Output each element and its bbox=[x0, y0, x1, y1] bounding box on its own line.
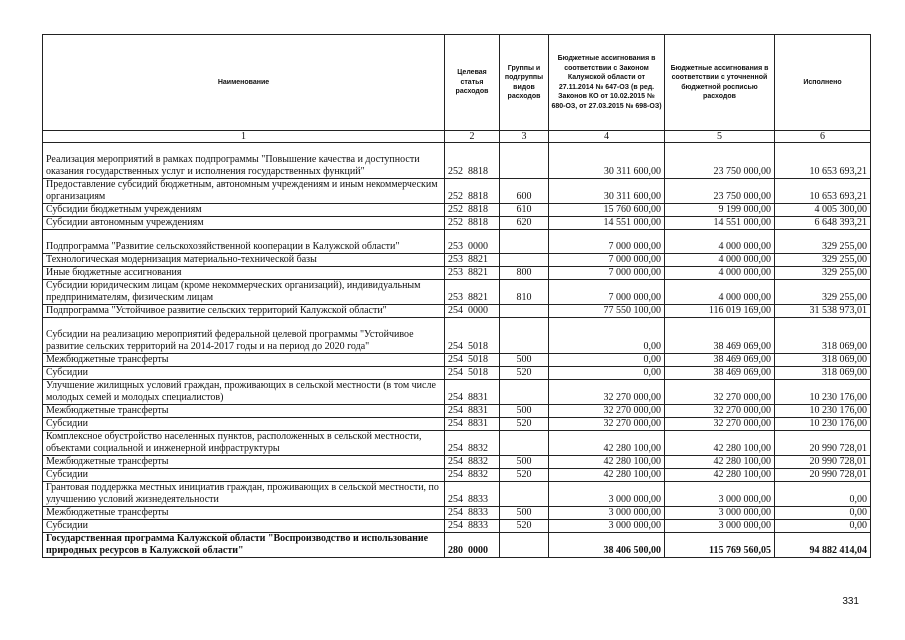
column-number: 5 bbox=[665, 131, 775, 143]
row-target-code: 252 8818 bbox=[445, 179, 500, 204]
row-expense-group: 810 bbox=[500, 280, 549, 305]
row-refined-allocation: 42 280 100,00 bbox=[665, 469, 775, 482]
header-group: Группы и подгруппы видов расходов bbox=[500, 35, 549, 131]
row-executed-amount: 0,00 bbox=[775, 482, 871, 507]
row-target-code: 254 8831 bbox=[445, 380, 500, 405]
row-target-code: 254 8831 bbox=[445, 405, 500, 418]
row-refined-allocation: 42 280 100,00 bbox=[665, 456, 775, 469]
table-row bbox=[43, 318, 871, 354]
row-target-code: 252 8818 bbox=[445, 143, 500, 179]
row-target-code: 252 8818 bbox=[445, 204, 500, 217]
table-row bbox=[43, 204, 871, 217]
row-name: Субсидии bbox=[43, 520, 445, 533]
row-law-allocation: 42 280 100,00 bbox=[549, 456, 665, 469]
row-executed-amount: 4 005 300,00 bbox=[775, 204, 871, 217]
row-expense-group bbox=[500, 431, 549, 456]
row-executed-amount: 10 653 693,21 bbox=[775, 143, 871, 179]
column-number: 4 bbox=[549, 131, 665, 143]
row-name: Подпрограмма "Развитие сельскохозяйственной кооперации в Калужской области" bbox=[43, 230, 445, 254]
row-expense-group bbox=[500, 533, 549, 558]
column-number: 1 bbox=[43, 131, 445, 143]
row-target-code: 254 8831 bbox=[445, 418, 500, 431]
row-refined-allocation: 14 551 000,00 bbox=[665, 217, 775, 230]
row-refined-allocation: 4 000 000,00 bbox=[665, 267, 775, 280]
row-target-code: 253 8821 bbox=[445, 267, 500, 280]
row-target-code: 254 8832 bbox=[445, 469, 500, 482]
row-expense-group: 520 bbox=[500, 469, 549, 482]
row-name: Предоставление субсидий бюджетным, автономным учреждениям и иным некоммерческим организациям bbox=[43, 179, 445, 204]
row-target-code: 254 5018 bbox=[445, 318, 500, 354]
row-executed-amount: 10 230 176,00 bbox=[775, 380, 871, 405]
row-target-code: 254 5018 bbox=[445, 367, 500, 380]
row-law-allocation: 7 000 000,00 bbox=[549, 254, 665, 267]
row-expense-group: 520 bbox=[500, 418, 549, 431]
row-law-allocation: 32 270 000,00 bbox=[549, 380, 665, 405]
row-expense-group bbox=[500, 254, 549, 267]
row-refined-allocation: 38 469 069,00 bbox=[665, 367, 775, 380]
row-executed-amount: 0,00 bbox=[775, 507, 871, 520]
header-row bbox=[43, 35, 871, 131]
row-refined-allocation: 3 000 000,00 bbox=[665, 507, 775, 520]
table-row bbox=[43, 418, 871, 431]
row-name: Субсидии бюджетным учреждениям bbox=[43, 204, 445, 217]
row-law-allocation: 42 280 100,00 bbox=[549, 431, 665, 456]
row-refined-allocation: 3 000 000,00 bbox=[665, 520, 775, 533]
row-law-allocation: 0,00 bbox=[549, 367, 665, 380]
table-row bbox=[43, 520, 871, 533]
row-expense-group: 500 bbox=[500, 507, 549, 520]
row-name: Реализация мероприятий в рамках подпрограммы "Повышение качества и доступности оказания государственных услуг и исполнения государственных функций" bbox=[43, 143, 445, 179]
row-law-allocation: 15 760 600,00 bbox=[549, 204, 665, 217]
table-row bbox=[43, 482, 871, 507]
budget-table bbox=[42, 34, 871, 558]
row-name: Субсидии на реализацию мероприятий федеральной целевой программы "Устойчивое развитие сельских территорий на 2014-2017 годы и на период до 2020 года" bbox=[43, 318, 445, 354]
row-executed-amount: 318 069,00 bbox=[775, 354, 871, 367]
table-row bbox=[43, 254, 871, 267]
table-row bbox=[43, 230, 871, 254]
table-row bbox=[43, 405, 871, 418]
row-expense-group bbox=[500, 305, 549, 318]
row-refined-allocation: 23 750 000,00 bbox=[665, 143, 775, 179]
header-law-allocations: Бюджетные ассигнования в соответствии с Законом Калужской области от 27.11.2014 № 647-ОЗ (в ред. Законов КО от 10.02.2015 № 680-ОЗ, от 27.03.2015 № 698-ОЗ) bbox=[549, 35, 665, 131]
row-law-allocation: 0,00 bbox=[549, 354, 665, 367]
row-target-code: 252 8818 bbox=[445, 217, 500, 230]
table-row bbox=[43, 305, 871, 318]
row-expense-group: 610 bbox=[500, 204, 549, 217]
row-law-allocation: 7 000 000,00 bbox=[549, 230, 665, 254]
column-number: 6 bbox=[775, 131, 871, 143]
table-row bbox=[43, 179, 871, 204]
table-row bbox=[43, 217, 871, 230]
row-name: Межбюджетные трансферты bbox=[43, 354, 445, 367]
table-row bbox=[43, 280, 871, 305]
row-name: Иные бюджетные ассигнования bbox=[43, 267, 445, 280]
row-law-allocation: 3 000 000,00 bbox=[549, 520, 665, 533]
row-name: Подпрограмма "Устойчивое развитие сельских территорий Калужской области" bbox=[43, 305, 445, 318]
row-expense-group: 520 bbox=[500, 367, 549, 380]
row-law-allocation: 32 270 000,00 bbox=[549, 405, 665, 418]
row-expense-group: 600 bbox=[500, 179, 549, 204]
table-body bbox=[43, 143, 871, 558]
row-refined-allocation: 116 019 169,00 bbox=[665, 305, 775, 318]
row-executed-amount: 329 255,00 bbox=[775, 267, 871, 280]
row-law-allocation: 7 000 000,00 bbox=[549, 280, 665, 305]
row-refined-allocation: 38 469 069,00 bbox=[665, 354, 775, 367]
row-name: Государственная программа Калужской области "Воспроизводство и использование природных ресурсов в Калужской области" bbox=[43, 533, 445, 558]
row-law-allocation: 38 406 500,00 bbox=[549, 533, 665, 558]
row-executed-amount: 329 255,00 bbox=[775, 254, 871, 267]
header-executed: Исполнено bbox=[775, 35, 871, 131]
row-refined-allocation: 32 270 000,00 bbox=[665, 405, 775, 418]
row-expense-group bbox=[500, 380, 549, 405]
row-refined-allocation: 38 469 069,00 bbox=[665, 318, 775, 354]
table-row bbox=[43, 431, 871, 456]
table-row bbox=[43, 469, 871, 482]
row-name: Межбюджетные трансферты bbox=[43, 405, 445, 418]
row-law-allocation: 14 551 000,00 bbox=[549, 217, 665, 230]
row-name: Технологическая модернизация материально-технической базы bbox=[43, 254, 445, 267]
row-expense-group: 500 bbox=[500, 405, 549, 418]
row-name: Субсидии bbox=[43, 469, 445, 482]
header-refined-allocations: Бюджетные ассигнования в соответствии с уточненной бюджетной росписью расходов bbox=[665, 35, 775, 131]
row-expense-group bbox=[500, 143, 549, 179]
row-name: Субсидии автономным учреждениям bbox=[43, 217, 445, 230]
row-expense-group: 520 bbox=[500, 520, 549, 533]
row-law-allocation: 77 550 100,00 bbox=[549, 305, 665, 318]
row-refined-allocation: 3 000 000,00 bbox=[665, 482, 775, 507]
column-number: 3 bbox=[500, 131, 549, 143]
row-executed-amount: 10 653 693,21 bbox=[775, 179, 871, 204]
row-law-allocation: 42 280 100,00 bbox=[549, 469, 665, 482]
row-target-code: 253 0000 bbox=[445, 230, 500, 254]
row-refined-allocation: 23 750 000,00 bbox=[665, 179, 775, 204]
row-refined-allocation: 9 199 000,00 bbox=[665, 204, 775, 217]
row-law-allocation: 30 311 600,00 bbox=[549, 143, 665, 179]
row-target-code: 254 8833 bbox=[445, 507, 500, 520]
row-law-allocation: 3 000 000,00 bbox=[549, 507, 665, 520]
column-number-row bbox=[43, 131, 871, 143]
row-name: Межбюджетные трансферты bbox=[43, 456, 445, 469]
row-law-allocation: 0,00 bbox=[549, 318, 665, 354]
row-law-allocation: 30 311 600,00 bbox=[549, 179, 665, 204]
row-executed-amount: 329 255,00 bbox=[775, 230, 871, 254]
page-number: 331 bbox=[842, 596, 859, 607]
row-name: Комплексное обустройство населенных пунктов, расположенных в сельской местности, объектами социальной и инженерной инфраструктуры bbox=[43, 431, 445, 456]
row-refined-allocation: 4 000 000,00 bbox=[665, 280, 775, 305]
row-refined-allocation: 32 270 000,00 bbox=[665, 380, 775, 405]
row-executed-amount: 318 069,00 bbox=[775, 318, 871, 354]
header-code: Целевая статья расходов bbox=[445, 35, 500, 131]
row-target-code: 253 8821 bbox=[445, 254, 500, 267]
row-executed-amount: 329 255,00 bbox=[775, 280, 871, 305]
table-row bbox=[43, 143, 871, 179]
row-target-code: 254 5018 bbox=[445, 354, 500, 367]
table-row bbox=[43, 533, 871, 558]
row-name: Межбюджетные трансферты bbox=[43, 507, 445, 520]
row-target-code: 254 8832 bbox=[445, 456, 500, 469]
row-executed-amount: 0,00 bbox=[775, 520, 871, 533]
header-name: Наименование bbox=[43, 35, 445, 131]
row-refined-allocation: 42 280 100,00 bbox=[665, 431, 775, 456]
row-expense-group bbox=[500, 318, 549, 354]
row-law-allocation: 32 270 000,00 bbox=[549, 418, 665, 431]
row-expense-group: 620 bbox=[500, 217, 549, 230]
row-target-code: 254 0000 bbox=[445, 305, 500, 318]
row-refined-allocation: 4 000 000,00 bbox=[665, 254, 775, 267]
row-expense-group bbox=[500, 482, 549, 507]
table-row bbox=[43, 507, 871, 520]
row-executed-amount: 20 990 728,01 bbox=[775, 431, 871, 456]
row-name: Субсидии юридическим лицам (кроме некоммерческих организаций), индивидуальным предпринимателям, физическим лицам bbox=[43, 280, 445, 305]
table-row bbox=[43, 267, 871, 280]
row-refined-allocation: 115 769 560,05 bbox=[665, 533, 775, 558]
row-executed-amount: 20 990 728,01 bbox=[775, 469, 871, 482]
row-target-code: 253 8821 bbox=[445, 280, 500, 305]
row-expense-group: 500 bbox=[500, 354, 549, 367]
row-name: Субсидии bbox=[43, 367, 445, 380]
row-executed-amount: 20 990 728,01 bbox=[775, 456, 871, 469]
row-name: Грантовая поддержка местных инициатив граждан, проживающих в сельской местности, по улучшению условий жизнедеятельности bbox=[43, 482, 445, 507]
row-executed-amount: 94 882 414,04 bbox=[775, 533, 871, 558]
row-executed-amount: 318 069,00 bbox=[775, 367, 871, 380]
table-row bbox=[43, 367, 871, 380]
row-target-code: 254 8833 bbox=[445, 520, 500, 533]
row-executed-amount: 10 230 176,00 bbox=[775, 405, 871, 418]
row-law-allocation: 3 000 000,00 bbox=[549, 482, 665, 507]
row-expense-group: 500 bbox=[500, 456, 549, 469]
row-executed-amount: 10 230 176,00 bbox=[775, 418, 871, 431]
row-law-allocation: 7 000 000,00 bbox=[549, 267, 665, 280]
row-name: Улучшение жилищных условий граждан, проживающих в сельской местности (в том числе молодых семей и молодых специалистов) bbox=[43, 380, 445, 405]
row-target-code: 254 8832 bbox=[445, 431, 500, 456]
row-refined-allocation: 32 270 000,00 bbox=[665, 418, 775, 431]
table-row bbox=[43, 354, 871, 367]
column-number: 2 bbox=[445, 131, 500, 143]
table-row bbox=[43, 456, 871, 469]
table-row bbox=[43, 380, 871, 405]
row-target-code: 280 0000 bbox=[445, 533, 500, 558]
row-executed-amount: 31 538 973,01 bbox=[775, 305, 871, 318]
row-target-code: 254 8833 bbox=[445, 482, 500, 507]
row-expense-group: 800 bbox=[500, 267, 549, 280]
row-refined-allocation: 4 000 000,00 bbox=[665, 230, 775, 254]
row-executed-amount: 6 648 393,21 bbox=[775, 217, 871, 230]
row-name: Субсидии bbox=[43, 418, 445, 431]
row-expense-group bbox=[500, 230, 549, 254]
